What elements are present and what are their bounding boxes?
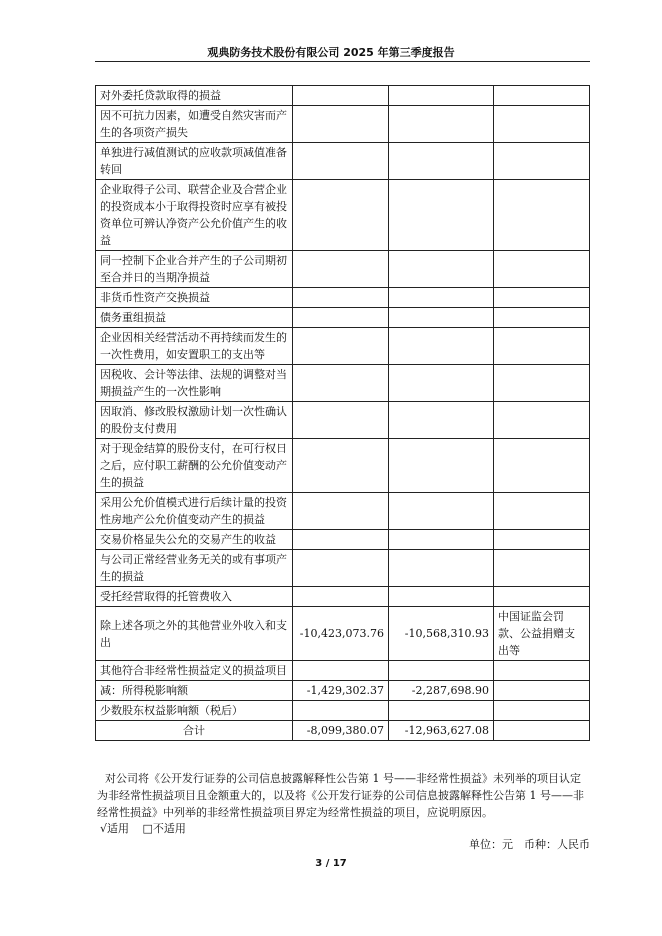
- row-current-amount: [293, 661, 389, 681]
- report-header: 观典防务技术股份有限公司 2025 年第三季度报告: [207, 46, 455, 59]
- row-note: [494, 530, 590, 550]
- row-note: [494, 701, 590, 721]
- row-current-amount: [293, 328, 389, 365]
- table-row: [96, 365, 590, 402]
- row-ytd-amount: [389, 86, 494, 106]
- applicable-option[interactable]: √适用: [100, 822, 130, 835]
- row-current-amount: [293, 701, 389, 721]
- row-ytd-amount: [389, 328, 494, 365]
- row-current-amount: [293, 365, 389, 402]
- table-row: [96, 493, 590, 530]
- row-current-amount: -1,429,302.37: [293, 681, 389, 701]
- table-row: [96, 288, 590, 308]
- row-current-amount: [293, 402, 389, 439]
- row-item: 少数股东权益影响额（税后）: [96, 701, 293, 721]
- row-note: [494, 180, 590, 251]
- row-item: 采用公允价值模式进行后续计量的投资性房地产公允价值变动产生的损益: [96, 493, 293, 530]
- row-note: [494, 251, 590, 288]
- row-current-amount: [293, 439, 389, 493]
- row-ytd-amount: [389, 365, 494, 402]
- row-note: [494, 328, 590, 365]
- row-current-amount: [293, 493, 389, 530]
- row-note: [494, 661, 590, 681]
- row-ytd-amount: [389, 661, 494, 681]
- row-ytd-amount: -10,568,310.93: [389, 607, 494, 661]
- row-note: [494, 587, 590, 607]
- row-item: 因税收、会计等法律、法规的调整对当期损益产生的一次性影响: [96, 365, 293, 402]
- explanation-paragraph: 对公司将《公开发行证券的公司信息披露解释性公告第 1 号——非经常性损益》未列举的项目认定为非经常性损益项目且金额重大的，以及将《公开发行证券的公司信息披露解释性公告第 1 号——非经常性损益》中列举的非经常性损益项目界定为经常性损益的项目，应说明原因。: [97, 772, 584, 819]
- row-item: 对于现金结算的股份支付，在可行权日之后，应付职工薪酬的公允价值变动产生的损益: [96, 439, 293, 493]
- row-note: 中国证监会罚款、公益捐赠支出等: [494, 607, 590, 661]
- table-row: [96, 402, 590, 439]
- row-current-amount: [293, 251, 389, 288]
- row-ytd-amount: [389, 402, 494, 439]
- table-row: [96, 86, 590, 106]
- row-item: 单独进行减值测试的应收款项减值准备转回: [96, 143, 293, 180]
- row-current-amount: [293, 550, 389, 587]
- row-ytd-amount: [389, 439, 494, 493]
- row-note: [494, 365, 590, 402]
- row-note: [494, 143, 590, 180]
- row-item: 因不可抗力因素，如遭受自然灾害而产生的各项资产损失: [96, 106, 293, 143]
- table-row: [96, 143, 590, 180]
- row-ytd-amount: [389, 288, 494, 308]
- table-row: [96, 550, 590, 587]
- row-note: [494, 439, 590, 493]
- table-row: [96, 106, 590, 143]
- row-item: 非货币性资产交换损益: [96, 288, 293, 308]
- row-item: 企业因相关经营活动不再持续而发生的一次性费用，如安置职工的支出等: [96, 328, 293, 365]
- table-row: [96, 661, 590, 681]
- row-item: 交易价格显失公允的交易产生的收益: [96, 530, 293, 550]
- row-note: [494, 493, 590, 530]
- row-note: [494, 86, 590, 106]
- row-ytd-amount: [389, 180, 494, 251]
- row-ytd-amount: [389, 530, 494, 550]
- table-row: [96, 328, 590, 365]
- table-row: [96, 721, 590, 741]
- row-note: [494, 106, 590, 143]
- row-item: 其他符合非经常性损益定义的损益项目: [96, 661, 293, 681]
- row-ytd-amount: [389, 701, 494, 721]
- table-row: [96, 439, 590, 493]
- row-item: 与公司正常经营业务无关的或有事项产生的损益: [96, 550, 293, 587]
- table-row: [96, 180, 590, 251]
- row-ytd-amount: [389, 143, 494, 180]
- row-current-amount: [293, 288, 389, 308]
- table-body: [96, 86, 590, 741]
- row-current-amount: -8,099,380.07: [293, 721, 389, 741]
- page-number: 3 / 17: [315, 858, 347, 869]
- row-ytd-amount: -2,287,698.90: [389, 681, 494, 701]
- row-note: [494, 308, 590, 328]
- row-ytd-amount: [389, 308, 494, 328]
- row-current-amount: [293, 180, 389, 251]
- row-current-amount: [293, 106, 389, 143]
- row-note: [494, 402, 590, 439]
- non-recurring-gains-table: [95, 85, 590, 741]
- not-applicable-option[interactable]: □不适用: [142, 822, 186, 835]
- row-note: [494, 550, 590, 587]
- row-ytd-amount: [389, 587, 494, 607]
- table-row: [96, 607, 590, 661]
- row-item: 企业取得子公司、联营企业及合营企业的投资成本小于取得投资时应享有被投资单位可辨认净资产公允价值产生的收益: [96, 180, 293, 251]
- row-item: 减：所得税影响额: [96, 681, 293, 701]
- row-note: [494, 721, 590, 741]
- row-current-amount: [293, 530, 389, 550]
- table-row: [96, 587, 590, 607]
- row-item: 同一控制下企业合并产生的子公司期初至合并日的当期净损益: [96, 251, 293, 288]
- row-item: 对外委托贷款取得的损益: [96, 86, 293, 106]
- row-current-amount: [293, 308, 389, 328]
- row-ytd-amount: [389, 493, 494, 530]
- table-row: [96, 701, 590, 721]
- table-row: [96, 530, 590, 550]
- row-note: [494, 288, 590, 308]
- row-item: 受托经营取得的托管费收入: [96, 587, 293, 607]
- row-current-amount: [293, 86, 389, 106]
- table-row: [96, 251, 590, 288]
- row-note: [494, 681, 590, 701]
- currency-unit: 单位：元 币种：人民币: [469, 838, 590, 851]
- row-current-amount: [293, 587, 389, 607]
- table-row: [96, 308, 590, 328]
- row-item: 因取消、修改股权激励计划一次性确认的股份支付费用: [96, 402, 293, 439]
- row-item: 合计: [96, 721, 293, 741]
- row-ytd-amount: [389, 550, 494, 587]
- row-item: 除上述各项之外的其他营业外收入和支出: [96, 607, 293, 661]
- table-row: [96, 681, 590, 701]
- row-current-amount: [293, 143, 389, 180]
- row-item: 债务重组损益: [96, 308, 293, 328]
- row-ytd-amount: [389, 251, 494, 288]
- applicability-choice: [100, 820, 196, 836]
- header-divider: [95, 61, 590, 62]
- row-ytd-amount: -12,963,627.08: [389, 721, 494, 741]
- row-current-amount: -10,423,073.76: [293, 607, 389, 661]
- row-ytd-amount: [389, 106, 494, 143]
